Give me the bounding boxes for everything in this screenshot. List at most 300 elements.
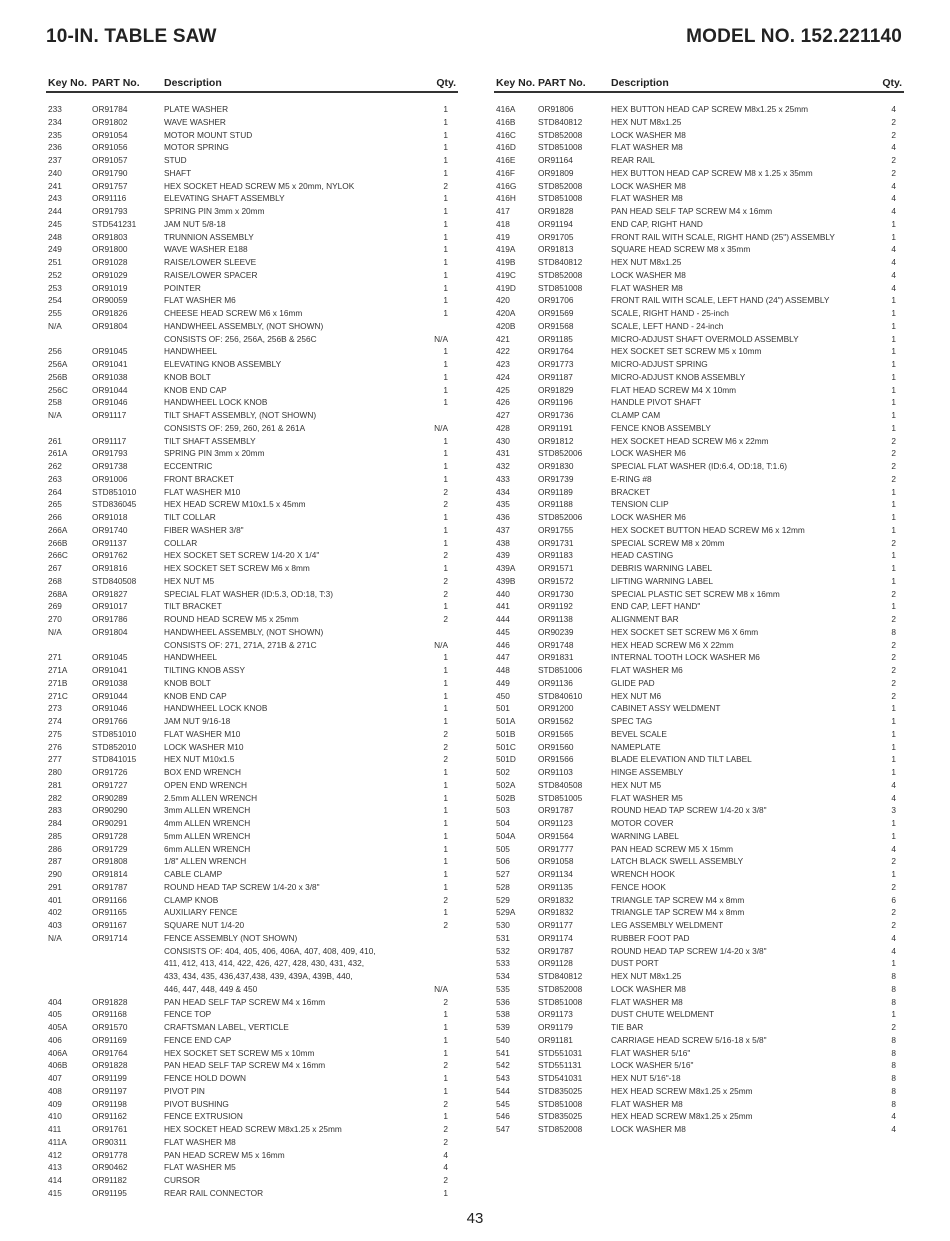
cell-description: HEX SOCKET SET SCREW 1/4-20 X 1/4" bbox=[164, 550, 320, 561]
table-row bbox=[46, 728, 458, 741]
table-row bbox=[494, 320, 904, 333]
cell-key-no: N/A bbox=[48, 626, 62, 637]
cell-qty: 1 bbox=[891, 486, 896, 497]
table-row bbox=[46, 741, 458, 754]
cell-qty: 8 bbox=[891, 971, 896, 981]
cell-description: FLAT WASHER M8 bbox=[611, 282, 683, 293]
table-row bbox=[46, 205, 458, 218]
cell-description: FLAT WASHER M5 bbox=[611, 792, 683, 803]
cell-part-no: OR91787 bbox=[538, 945, 574, 956]
cell-description: TILT SHAFT ASSEMBLY bbox=[164, 435, 256, 446]
cell-part-no: OR91828 bbox=[92, 996, 128, 1007]
table-row bbox=[46, 218, 458, 231]
cell-key-no: 240 bbox=[48, 167, 62, 178]
cell-part-no: OR91806 bbox=[538, 104, 574, 114]
cell-qty: 1 bbox=[891, 320, 896, 331]
header-qty: Qty. bbox=[882, 77, 902, 89]
table-row bbox=[46, 1059, 458, 1072]
cell-key-no: 282 bbox=[48, 792, 62, 803]
table-row bbox=[46, 1085, 458, 1098]
cell-description: FENCE END CAP bbox=[164, 1034, 232, 1045]
cell-qty: 2 bbox=[443, 1098, 448, 1109]
header-qty: Qty. bbox=[436, 77, 456, 89]
table-row bbox=[494, 231, 904, 244]
cell-description: WAVE WASHER E188 bbox=[164, 244, 248, 255]
cell-qty: 3 bbox=[891, 805, 896, 816]
cell-key-no: 538 bbox=[496, 1009, 510, 1020]
cell-part-no: OR91045 bbox=[92, 346, 128, 357]
cell-key-no: 441 bbox=[496, 601, 510, 612]
cell-part-no: OR91103 bbox=[538, 767, 573, 777]
table-row bbox=[494, 116, 904, 129]
cell-description: SHAFT bbox=[164, 167, 192, 178]
table-row bbox=[46, 549, 458, 562]
cell-part-no: OR90289 bbox=[92, 792, 128, 803]
cell-key-no: 501C bbox=[496, 741, 516, 752]
cell-key-no: 255 bbox=[48, 308, 62, 318]
cell-description: SPECIAL SCREW M8 x 20mm bbox=[611, 537, 725, 548]
cell-description: HEX NUT M5 bbox=[611, 779, 662, 790]
cell-key-no: 439A bbox=[496, 563, 516, 573]
cell-description: CABLE CLAMP bbox=[164, 869, 223, 879]
cell-part-no: STD840812 bbox=[538, 971, 583, 981]
cell-description: PLATE WASHER bbox=[164, 104, 229, 114]
cell-qty: 4 bbox=[891, 193, 896, 204]
cell-key-no: 402 bbox=[48, 907, 62, 918]
table-row bbox=[494, 664, 904, 677]
cell-qty: 1 bbox=[443, 818, 448, 828]
cell-part-no: OR91757 bbox=[92, 180, 128, 191]
table-row bbox=[494, 906, 904, 919]
cell-key-no: 266 bbox=[48, 512, 62, 522]
cell-part-no: OR91816 bbox=[92, 563, 128, 573]
cell-description: MOTOR MOUNT STUD bbox=[164, 129, 253, 140]
cell-key-no: 533 bbox=[496, 958, 510, 969]
cell-description: BEVEL SCALE bbox=[611, 728, 667, 739]
cell-description: HEX HEAD SCREW M10x1.5 x 45mm bbox=[164, 499, 306, 510]
cell-qty: N/A bbox=[434, 639, 448, 650]
table-row bbox=[494, 498, 904, 511]
table-row bbox=[46, 154, 458, 167]
cell-qty: 1 bbox=[891, 958, 896, 969]
cell-key-no: 410 bbox=[48, 1111, 62, 1122]
table-row bbox=[494, 613, 904, 626]
cell-description: POINTER bbox=[164, 282, 201, 293]
cell-part-no: STD835025 bbox=[538, 1111, 583, 1122]
cell-part-no: OR90311 bbox=[92, 1136, 127, 1147]
cell-description: E-RING #8 bbox=[611, 473, 652, 484]
table-row bbox=[494, 753, 904, 766]
table-row bbox=[494, 715, 904, 728]
cell-key-no: 411A bbox=[48, 1136, 67, 1147]
cell-description: CLAMP CAM bbox=[611, 410, 661, 420]
cell-description: FLAT WASHER M8 bbox=[164, 1136, 236, 1147]
cell-description: PAN HEAD SELF TAP SCREW M4 x 16mm bbox=[164, 996, 326, 1007]
cell-description: TILT BRACKET bbox=[164, 601, 222, 612]
cell-key-no: 284 bbox=[48, 818, 62, 828]
cell-description: MICRO-ADJUST SPRING bbox=[611, 359, 708, 369]
cell-description: KNOB END CAP bbox=[164, 690, 227, 701]
table-row bbox=[494, 333, 904, 346]
cell-qty: 1 bbox=[443, 563, 448, 573]
cell-qty: 1 bbox=[443, 792, 448, 803]
cell-part-no: OR91828 bbox=[92, 1060, 128, 1071]
cell-key-no: 409 bbox=[48, 1098, 62, 1109]
cell-part-no: OR91802 bbox=[92, 116, 128, 127]
cell-key-no: 421 bbox=[496, 333, 510, 344]
cell-description: DEBRIS WARNING LABEL bbox=[611, 563, 713, 573]
table-row bbox=[46, 779, 458, 792]
cell-description: LOCK WASHER 5/16" bbox=[611, 1060, 694, 1071]
cell-description: PAN HEAD SELF TAP SCREW M4 x 16mm bbox=[611, 206, 773, 216]
cell-part-no: OR91826 bbox=[92, 308, 128, 318]
cell-qty: 2 bbox=[443, 754, 448, 765]
table-row bbox=[46, 1161, 458, 1174]
cell-qty: 1 bbox=[443, 843, 448, 854]
cell-part-no: OR91192 bbox=[538, 601, 573, 612]
cell-description: FRONT RAIL WITH SCALE, LEFT HAND (24") ASSEMBLY bbox=[611, 295, 830, 306]
cell-key-no: 439 bbox=[496, 550, 510, 561]
cell-qty: 8 bbox=[891, 1034, 896, 1045]
cell-key-no: 535 bbox=[496, 983, 510, 994]
cell-description: LATCH BLACK SWELL ASSEMBLY bbox=[611, 856, 744, 867]
cell-key-no: 287 bbox=[48, 856, 62, 867]
cell-key-no: 244 bbox=[48, 206, 62, 216]
cell-key-no: 407 bbox=[48, 1073, 62, 1083]
cell-key-no: 405 bbox=[48, 1009, 62, 1020]
cell-description: TIE BAR bbox=[611, 1022, 644, 1032]
table-row bbox=[494, 804, 904, 817]
cell-key-no: 541 bbox=[496, 1047, 510, 1058]
table-row bbox=[494, 651, 904, 664]
cell-qty: 2 bbox=[891, 155, 896, 165]
cell-description: TENSION CLIP bbox=[611, 499, 669, 510]
table-row bbox=[494, 409, 904, 422]
cell-description: FLAT WASHER M10 bbox=[164, 728, 241, 739]
cell-part-no: OR91018 bbox=[92, 512, 128, 522]
cell-key-no: 256B bbox=[48, 371, 68, 382]
cell-qty: 1 bbox=[443, 652, 448, 663]
table-row bbox=[494, 970, 904, 983]
cell-qty: 1 bbox=[443, 690, 448, 701]
cell-key-no: 423 bbox=[496, 359, 510, 369]
cell-key-no: 417 bbox=[496, 206, 510, 216]
table-row bbox=[494, 282, 904, 295]
table-row bbox=[494, 447, 904, 460]
table-row bbox=[46, 957, 458, 970]
cell-part-no: OR91177 bbox=[538, 920, 573, 930]
cell-part-no: OR91728 bbox=[92, 830, 128, 841]
cell-part-no: STD852008 bbox=[538, 269, 583, 280]
cell-key-no: 447 bbox=[496, 652, 510, 663]
table-row bbox=[494, 600, 904, 613]
cell-description: CURSOR bbox=[164, 1175, 200, 1185]
cell-part-no: OR91571 bbox=[538, 563, 574, 573]
cell-key-no: 543 bbox=[496, 1073, 510, 1083]
cell-key-no: 545 bbox=[496, 1098, 510, 1109]
cell-qty: 4 bbox=[891, 843, 896, 854]
cell-key-no: 424 bbox=[496, 371, 510, 382]
cell-part-no: OR91814 bbox=[92, 869, 128, 879]
cell-qty: 1 bbox=[443, 448, 448, 459]
cell-part-no: OR91137 bbox=[92, 537, 127, 548]
table-row bbox=[494, 868, 904, 881]
cell-qty: 2 bbox=[891, 665, 896, 675]
cell-key-no: 261A bbox=[48, 448, 68, 459]
cell-description: JAM NUT 9/16-18 bbox=[164, 716, 231, 726]
cell-part-no: STD851008 bbox=[538, 996, 583, 1007]
cell-key-no: 547 bbox=[496, 1124, 510, 1134]
cell-qty: 2 bbox=[891, 856, 896, 867]
table-row bbox=[46, 422, 458, 435]
cell-part-no: OR91726 bbox=[92, 767, 128, 777]
cell-part-no: OR91566 bbox=[538, 754, 574, 765]
cell-part-no: OR91705 bbox=[538, 231, 574, 242]
cell-qty: 1 bbox=[891, 384, 896, 395]
cell-description: FRONT RAIL WITH SCALE, RIGHT HAND (25") ASSEMBLY bbox=[611, 231, 835, 242]
cell-part-no: OR91191 bbox=[538, 422, 573, 433]
table-row bbox=[494, 103, 904, 116]
cell-key-no: 433 bbox=[496, 473, 510, 484]
cell-qty: 1 bbox=[891, 231, 896, 242]
cell-key-no: 502A bbox=[496, 779, 516, 790]
cell-key-no: 413 bbox=[48, 1162, 62, 1173]
cell-description: ROUND HEAD TAP SCREW 1/4-20 x 3/8" bbox=[611, 945, 767, 956]
table-row bbox=[494, 1021, 904, 1034]
cell-key-no: 419 bbox=[496, 231, 510, 242]
cell-key-no: 271B bbox=[48, 677, 68, 688]
parts-table-right bbox=[494, 75, 904, 1136]
table-row bbox=[494, 779, 904, 792]
table-row bbox=[494, 626, 904, 639]
cell-key-no: 273 bbox=[48, 703, 62, 714]
cell-qty: 2 bbox=[891, 435, 896, 446]
model-number: MODEL NO. 152.221140 bbox=[686, 26, 902, 47]
cell-part-no: OR91777 bbox=[538, 843, 574, 854]
cell-part-no: STD851008 bbox=[538, 142, 583, 153]
cell-description: HINGE ASSEMBLY bbox=[611, 767, 684, 777]
cell-description: HEX NUT M8x1.25 bbox=[611, 116, 682, 127]
cell-qty: 4 bbox=[891, 932, 896, 943]
table-row bbox=[46, 690, 458, 703]
cell-qty: N/A bbox=[434, 983, 448, 994]
cell-key-no: 411 bbox=[48, 1124, 62, 1134]
cell-description: BRACKET bbox=[611, 486, 651, 497]
cell-qty: 2 bbox=[443, 920, 448, 930]
table-row bbox=[46, 1149, 458, 1162]
table-row bbox=[46, 180, 458, 193]
cell-description: HEX NUT 5/16"-18 bbox=[611, 1073, 681, 1083]
cell-qty: 4 bbox=[891, 282, 896, 293]
table-row bbox=[494, 371, 904, 384]
cell-description: HEX NUT M10x1.5 bbox=[164, 754, 235, 765]
cell-description: BLADE ELEVATION AND TILT LABEL bbox=[611, 754, 752, 765]
cell-description: CABINET ASSY WELDMENT bbox=[611, 703, 721, 714]
cell-part-no: OR91832 bbox=[538, 907, 574, 918]
cell-description: LOCK WASHER M8 bbox=[611, 129, 686, 140]
cell-description: 433, 434, 435, 436,437,438, 439, 439A, 439B, 440, bbox=[164, 971, 353, 981]
table-row bbox=[46, 677, 458, 690]
cell-part-no: OR91808 bbox=[92, 856, 128, 867]
cell-qty: 1 bbox=[443, 231, 448, 242]
cell-qty: 1 bbox=[891, 499, 896, 510]
table-row bbox=[494, 741, 904, 754]
cell-qty: 1 bbox=[443, 716, 448, 726]
cell-key-no: 235 bbox=[48, 129, 62, 140]
cell-part-no: STD840812 bbox=[538, 257, 583, 267]
cell-part-no: OR91189 bbox=[538, 486, 573, 497]
cell-part-no: STD840508 bbox=[538, 779, 583, 790]
table-row bbox=[46, 358, 458, 371]
cell-part-no: STD551031 bbox=[538, 1047, 583, 1058]
cell-key-no: 266C bbox=[48, 550, 68, 561]
cell-qty: 1 bbox=[443, 155, 448, 165]
cell-part-no: STD852006 bbox=[538, 448, 583, 459]
table-row bbox=[46, 345, 458, 358]
cell-part-no: OR91738 bbox=[92, 461, 128, 471]
cell-part-no: STD852006 bbox=[538, 512, 583, 522]
cell-part-no: STD852008 bbox=[538, 180, 583, 191]
cell-key-no: 268 bbox=[48, 575, 62, 586]
table-row bbox=[46, 282, 458, 295]
cell-part-no: OR91560 bbox=[538, 741, 574, 752]
cell-part-no: OR91123 bbox=[538, 818, 573, 828]
cell-part-no: OR91195 bbox=[92, 1187, 127, 1198]
cell-description: ROUND HEAD TAP SCREW 1/4-20 x 3/8" bbox=[611, 805, 767, 816]
cell-qty: 1 bbox=[443, 206, 448, 216]
cell-part-no: OR91044 bbox=[92, 384, 128, 395]
cell-part-no: OR91116 bbox=[92, 193, 127, 204]
cell-part-no: OR91813 bbox=[538, 244, 574, 255]
cell-description: LOCK WASHER M8 bbox=[611, 269, 686, 280]
cell-part-no: OR91045 bbox=[92, 652, 128, 663]
cell-part-no: OR91200 bbox=[538, 703, 574, 714]
cell-part-no: OR91174 bbox=[538, 932, 573, 943]
cell-key-no: 503 bbox=[496, 805, 510, 816]
cell-description: FLAT WASHER M10 bbox=[164, 486, 241, 497]
cell-description: SPECIAL FLAT WASHER (ID:6.4, OD:18, T:1.6) bbox=[611, 461, 787, 471]
table-row bbox=[46, 843, 458, 856]
cell-part-no: STD851010 bbox=[92, 728, 137, 739]
cell-description: FENCE HOOK bbox=[611, 881, 666, 892]
table-row bbox=[494, 728, 904, 741]
cell-description: HEX SOCKET HEAD SCREW M5 x 20mm, NYLOK bbox=[164, 180, 355, 191]
header-part-no: PART No. bbox=[92, 77, 140, 89]
cell-description: PAN HEAD SCREW M5 x 16mm bbox=[164, 1149, 285, 1160]
cell-key-no: 529A bbox=[496, 907, 516, 918]
cell-qty: 2 bbox=[443, 614, 448, 624]
cell-part-no: OR91028 bbox=[92, 257, 128, 267]
cell-qty: 1 bbox=[443, 461, 448, 471]
cell-description: WRENCH HOOK bbox=[611, 869, 676, 879]
cell-key-no: 418 bbox=[496, 218, 510, 229]
cell-key-no: 426 bbox=[496, 397, 510, 408]
cell-key-no: 430 bbox=[496, 435, 510, 446]
cell-description: LOCK WASHER M8 bbox=[611, 1124, 686, 1134]
cell-description: LOCK WASHER M6 bbox=[611, 512, 686, 522]
cell-part-no: OR91038 bbox=[92, 371, 128, 382]
cell-part-no: OR91135 bbox=[538, 881, 573, 892]
cell-description: JAM NUT 5/8-18 bbox=[164, 218, 226, 229]
cell-qty: 2 bbox=[443, 741, 448, 752]
table-row bbox=[46, 894, 458, 907]
cell-key-no: 419B bbox=[496, 257, 516, 267]
table-row bbox=[46, 435, 458, 448]
cell-description: SPRING PIN 3mm x 20mm bbox=[164, 448, 265, 459]
cell-part-no: OR91058 bbox=[538, 856, 574, 867]
cell-key-no: 428 bbox=[496, 422, 510, 433]
cell-key-no: 419C bbox=[496, 269, 516, 280]
table-row bbox=[46, 1008, 458, 1021]
cell-part-no: OR91173 bbox=[538, 1009, 573, 1020]
table-row bbox=[494, 256, 904, 269]
table-row bbox=[494, 180, 904, 193]
cell-qty: 2 bbox=[443, 486, 448, 497]
cell-description: LOCK WASHER M8 bbox=[611, 180, 686, 191]
cell-qty: 1 bbox=[891, 333, 896, 344]
table-row bbox=[46, 320, 458, 333]
table-row bbox=[46, 1047, 458, 1060]
cell-qty: 1 bbox=[443, 473, 448, 484]
cell-qty: 2 bbox=[891, 690, 896, 701]
cell-key-no: 546 bbox=[496, 1111, 510, 1122]
cell-qty: 2 bbox=[891, 881, 896, 892]
cell-qty: 1 bbox=[891, 754, 896, 765]
cell-key-no: 406 bbox=[48, 1034, 62, 1045]
cell-part-no: OR91198 bbox=[92, 1098, 127, 1109]
cell-qty: N/A bbox=[434, 422, 448, 433]
cell-description: 3mm ALLEN WRENCH bbox=[164, 805, 251, 816]
cell-description: WAVE WASHER bbox=[164, 116, 226, 127]
cell-qty: 2 bbox=[891, 167, 896, 178]
cell-qty: 1 bbox=[891, 703, 896, 714]
cell-qty: 2 bbox=[443, 588, 448, 599]
table-row bbox=[46, 384, 458, 397]
cell-description: LEG ASSEMBLY WELDMENT bbox=[611, 920, 724, 930]
cell-description: DUST PORT bbox=[611, 958, 659, 969]
cell-description: HEX SOCKET HEAD SCREW M6 x 22mm bbox=[611, 435, 769, 446]
cell-description: SQUARE HEAD SCREW M8 x 35mm bbox=[611, 244, 751, 255]
cell-description: REAR RAIL bbox=[611, 155, 655, 165]
table-row bbox=[494, 345, 904, 358]
cell-qty: 1 bbox=[891, 830, 896, 841]
cell-key-no: 258 bbox=[48, 397, 62, 408]
cell-part-no: OR91568 bbox=[538, 320, 574, 331]
cell-part-no: OR91138 bbox=[538, 614, 573, 624]
cell-description: FIBER WASHER 3/8" bbox=[164, 524, 244, 535]
cell-part-no: OR91787 bbox=[538, 805, 574, 816]
table-row bbox=[46, 830, 458, 843]
cell-qty: 1 bbox=[443, 435, 448, 446]
cell-description: HEX NUT M5 bbox=[164, 575, 215, 586]
header-description: Description bbox=[164, 77, 222, 89]
cell-description: HEX NUT M8x1.25 bbox=[611, 971, 682, 981]
cell-qty: 1 bbox=[891, 359, 896, 369]
header-part-no: PART No. bbox=[538, 77, 586, 89]
cell-key-no: 536 bbox=[496, 996, 510, 1007]
cell-description: TRIANGLE TAP SCREW M4 x 8mm bbox=[611, 907, 745, 918]
cell-key-no: 249 bbox=[48, 244, 62, 255]
cell-qty: 1 bbox=[443, 397, 448, 408]
cell-qty: 1 bbox=[443, 167, 448, 178]
cell-key-no: 504 bbox=[496, 818, 510, 828]
cell-qty: 1 bbox=[443, 1073, 448, 1083]
cell-description: FLAT WASHER M8 bbox=[611, 1098, 683, 1109]
cell-part-no: STD852008 bbox=[538, 983, 583, 994]
cell-qty: 1 bbox=[443, 269, 448, 280]
table-row bbox=[494, 996, 904, 1009]
cell-qty: 2 bbox=[443, 1136, 448, 1147]
